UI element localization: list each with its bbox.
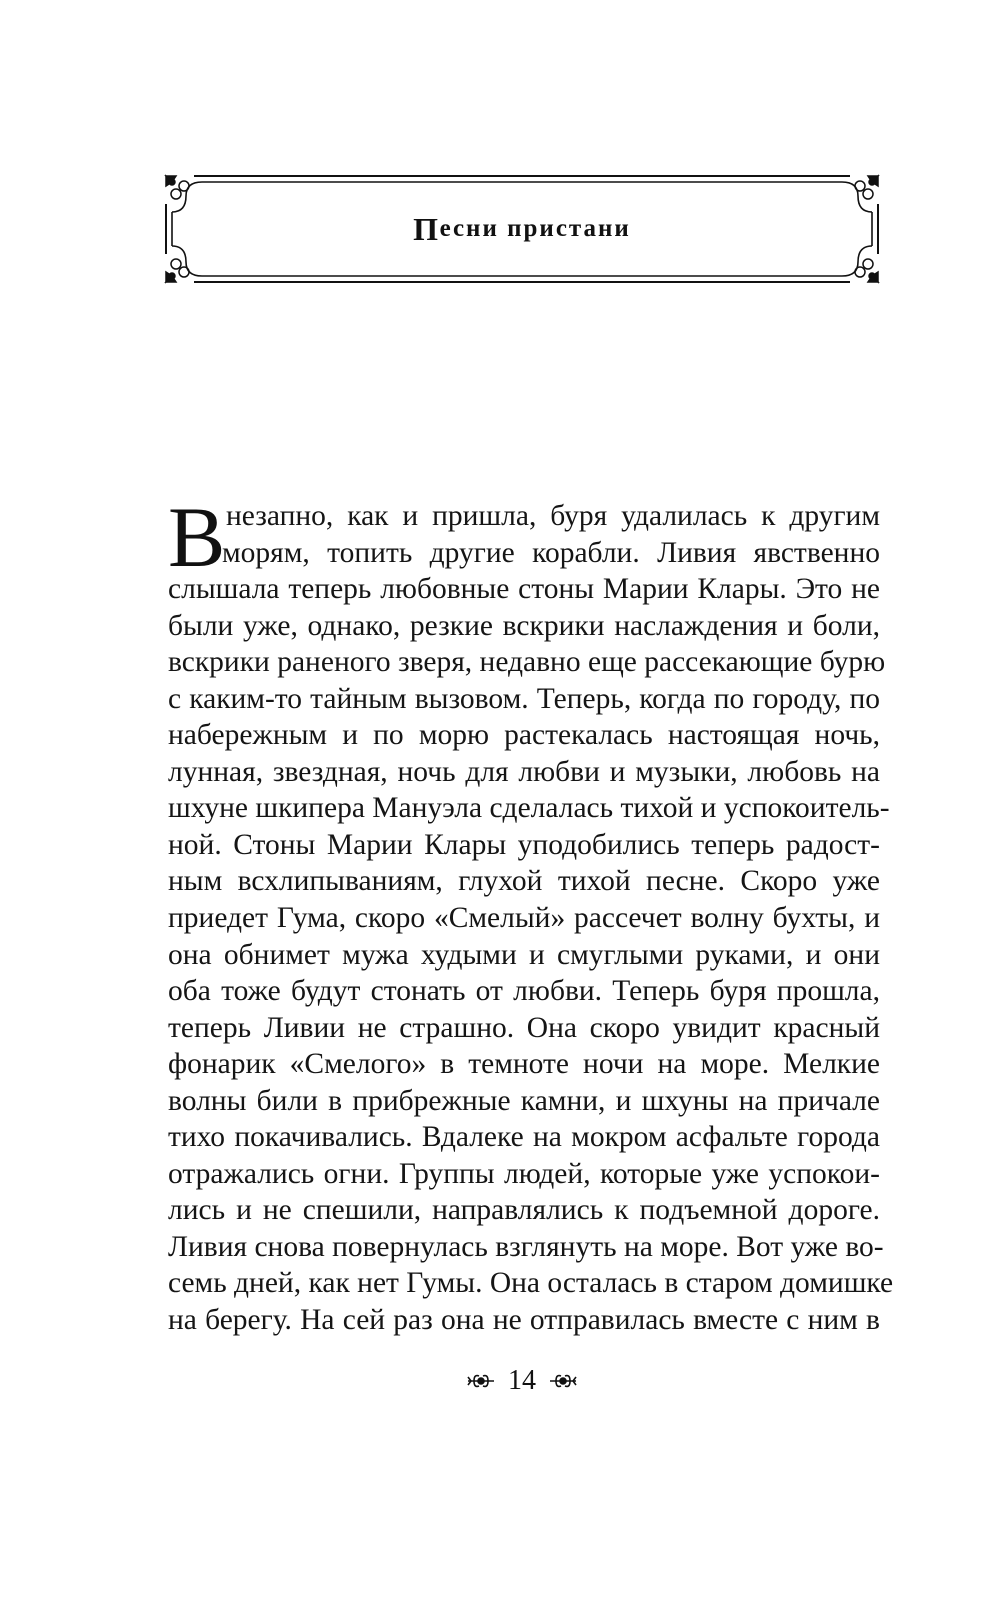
text-line: оба тоже будут стонать от любви. Теперь буря прошла, [168,975,880,1008]
chapter-title-rest: есни пристани [439,215,631,242]
body-paragraph [168,489,894,1339]
text-line: незапно, как и пришла, буря удалилась к другим [226,500,880,532]
page-footer [452,1364,592,1398]
text-line: ным всхлипываниям, глухой тихой песне. Скоро уже [168,865,880,898]
drop-cap: В [168,489,226,585]
text-line: семь дней, как нет Гумы. Она осталась в старом домишке [168,1267,894,1300]
text-line: Ливия снова повернулась взглянуть на море. Вот уже во- [168,1230,884,1263]
text-line: приедет Гума, скоро «Смелый» рассечет волну бухты, и [168,902,880,935]
text-line: на берегу. На сей раз она не отправилась вместе с ним в [168,1304,880,1337]
chapter-title [164,174,880,284]
text-line: набережным и по морю растекалась настоящая ночь, [168,719,880,752]
text-line: тихо покачивались. Вдалеке на мокром асфальте города [168,1121,880,1154]
text-line: фонарик «Смелого» в темноте ночи на море. Мелкие [168,1048,880,1081]
text-line: лунная, звездная, ночь для любви и музыки, любовь на [168,755,880,788]
text-line: вскрики раненого зверя, недавно еще рассекающие бурю [168,646,886,679]
chapter-header [164,174,880,284]
text-line: отражались огни. Группы людей, которые уже успокои- [168,1157,880,1190]
text-line: шхуне шкипера Мануэла сделалась тихой и успокоитель- [168,792,890,825]
flourish-ornament-left-icon [466,1371,496,1391]
text-line: морям, топить другие корабли. Ливия явственно [222,536,880,569]
text-line: лись и не спешили, направлялись к подъемной дороге. [168,1194,880,1227]
text-line: теперь Ливии не страшно. Она скоро увидит красный [168,1011,880,1044]
page-number: 14 [508,1365,536,1396]
chapter-title-initial: П [413,210,440,247]
text-line: волны били в прибрежные камни, и шхуны на причале [168,1084,880,1117]
text-line: были уже, однако, резкие вскрики наслаждения и боли, [168,609,880,642]
text-line: ной. Стоны Марии Клары уподобились теперь радост- [168,828,880,861]
text-line: она обнимет мужа худыми и смуглыми руками, и они [168,938,880,971]
flourish-ornament-right-icon [548,1371,578,1391]
text-line: с каким-то тайным вызовом. Теперь, когда по городу, по [168,682,880,715]
text-line: слышала теперь любовные стоны Марии Клары. Это не [168,573,880,606]
